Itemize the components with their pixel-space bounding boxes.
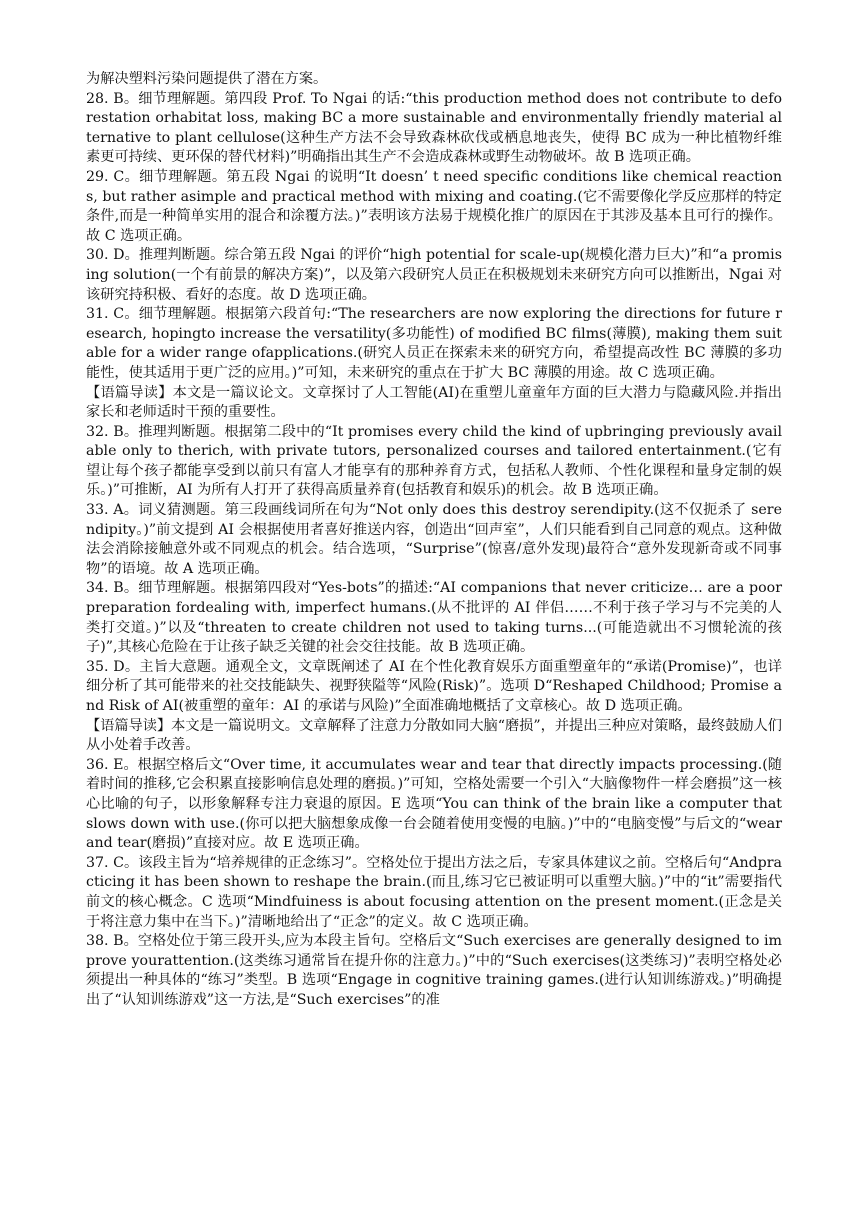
answer-30: 30. D。推理判断题。综合第五段 Ngai 的评价“high potential for scale-up(规模化潜力巨大)”和“a promising solution(一个有前景的解决方案)”，以及第六段研究人员正在积极规划未来研究方向可以推断出，Ngai 对该研究持积极、看好的态度。故 D 选项正确。: [86, 247, 782, 303]
answer-29: 29. C。细节理解题。第五段 Ngai 的说明“It doesn’ t need specific conditions like chemical reactions, but rather asimple and practical method with mixing and coating.(它不需要像化学反应那样的特定条件,而是一种简单实用的混合和涂覆方法。)”表明该方法易于规模化推广的原因在于其涉及基本且可行的操作。故 C 选项正确。: [86, 168, 782, 244]
answer-34: 34. B。细节理解题。根据第四段对“Yes-bots”的描述:“AI companions that never criticize… are a poor preparation fordealing with, imperfect humans.(从不批评的 AI 伴侣……不利于孩子学习与不完美的人类打交道。)”以及“threaten to create children not used to taking turns...(可能造就出不习惯轮流的孩子)”,其核心危险在于让孩子缺乏关键的社会交往技能。故 B 选项正确。: [86, 580, 782, 656]
answer-28: 28. B。细节理解题。第四段 Prof. To Ngai 的话:“this production method does not contribute to deforestation orhabitat loss, making BC a more sustainable and environmentally friendly material alternative to plant cellulose(这种生产方法不会导致森林砍伐或栖息地丧失，使得 BC 成为一种比植物纤维素更可持续、更环保的替代材料)”明确指出其生产不会造成森林或野生动物破坏。故 B 选项正确。: [86, 90, 782, 166]
answer-31: 31. C。细节理解题。根据第六段首句:“The researchers are now exploring the directions for future research, hopingto increase the versatility(多功能性) of modified BC films(薄膜), making them suitable for a wider range ofapplications.(研究人员正在探索未来的研究方向，希望提高改性 BC 薄膜的多功能性，使其适用于更广泛的应用。)”可知，未来研究的重点在于扩大 BC 薄膜的用途。故 C 选项正确。: [86, 306, 782, 381]
passage-guide-1: 【语篇导读】本文是一篇议论文。文章探讨了人工智能(AI)在重塑儿童童年方面的巨大潜力与隐藏风险.并指出家长和老师适时干预的重要性。: [86, 384, 782, 421]
answer-35: 35. D。主旨大意题。通观全文，文章既阐述了 AI 在个性化教育娱乐方面重塑童年的“承诺(Promise)”，也详细分析了其可能带来的社交技能缺失、视野狭隘等“风险(Risk)”。选项 D“Reshaped Childhood; Promise and Risk of AI(被重塑的童年：AI 的承诺与风险)”全面准确地概括了文章核心。故 D 选项正确。: [86, 658, 782, 714]
passage-guide-2: 【语篇导读】本文是一篇说明文。文章解释了注意力分散如同大脑“磨损”，并提出三种应对策略，最终鼓励人们从小处着手改善。: [86, 717, 782, 754]
answer-33: 33. A。词义猜测题。第三段画线词所在句为“Not only does this destroy serendipity.(这不仅扼杀了 serendipity。)”前文提到 AI 会根据使用者喜好推送内容，创造出“回声室”，人们只能看到自己同意的观点。这种做法会消除接触意外或不同观点的机会。结合选项，“Surprise”(惊喜/意外发现)最符合“意外发现新奇或不同事物”的语境。故 A 选项正确。: [86, 502, 782, 577]
text-line-intro: 为解决塑料污染问题提供了潜在方案。: [86, 71, 328, 87]
answer-38: 38. B。空格处位于第三段开头,应为本段主旨句。空格后文“Such exercises are generally designed to improve yourattention.(这类练习通常旨在提升你的注意力。)”中的“Such exercises(这类练习)”表明空格处必须提出一种具体的“练习”类型。B 选项“Engage in cognitive training games.(进行认知训练游戏。)”明确提出了“认知训练游戏”这一方法,是“Such exercises”的准: [86, 933, 782, 1008]
answer-37: 37. C。该段主旨为“培养规律的正念练习”。空格处位于提出方法之后，专家具体建议之前。空格后句“Andpracticing it has been shown to reshape the brain.(而且,练习它已被证明可以重塑大脑。)”中的“it”需要指代前文的核心概念。C 选项“Mindfuiness is about focusing attention on the present moment.(正念是关于将注意力集中在当下。)”清晰地给出了“正念”的定义。故 C 选项正确。: [86, 854, 782, 930]
answer-32: 32. B。推理判断题。根据第二段中的“It promises every child the kind of upbringing previously available only to therich, with private tutors, personalized courses and tailored entertainment.(它有望让每个孩子都能享受到以前只有富人才能享有的那种养育方式，包括私人教师、个性化课程和量身定制的娱乐。)”可推断，AI 为所有人打开了获得高质量养育(包括教育和娱乐)的机会。故 B 选项正确。: [86, 423, 782, 499]
answer-36: 36. E。根据空格后文“Over time, it accumulates wear and tear that directly impacts processing.(随着时间的推移,它会积累直接影响信息处理的磨损。)”可知，空格处需要一个引入“大脑像物件一样会磨损”这一核心比喻的句子，以形象解释专注力衰退的原因。E 选项“You can think of the brain like a computer that slows down with use.(你可以把大脑想象成像一台会随着使用变慢的电脑。)”中的“电脑变慢”与后文的“wearand tear(磨损)”直接对应。故 E 选项正确。: [86, 756, 782, 852]
